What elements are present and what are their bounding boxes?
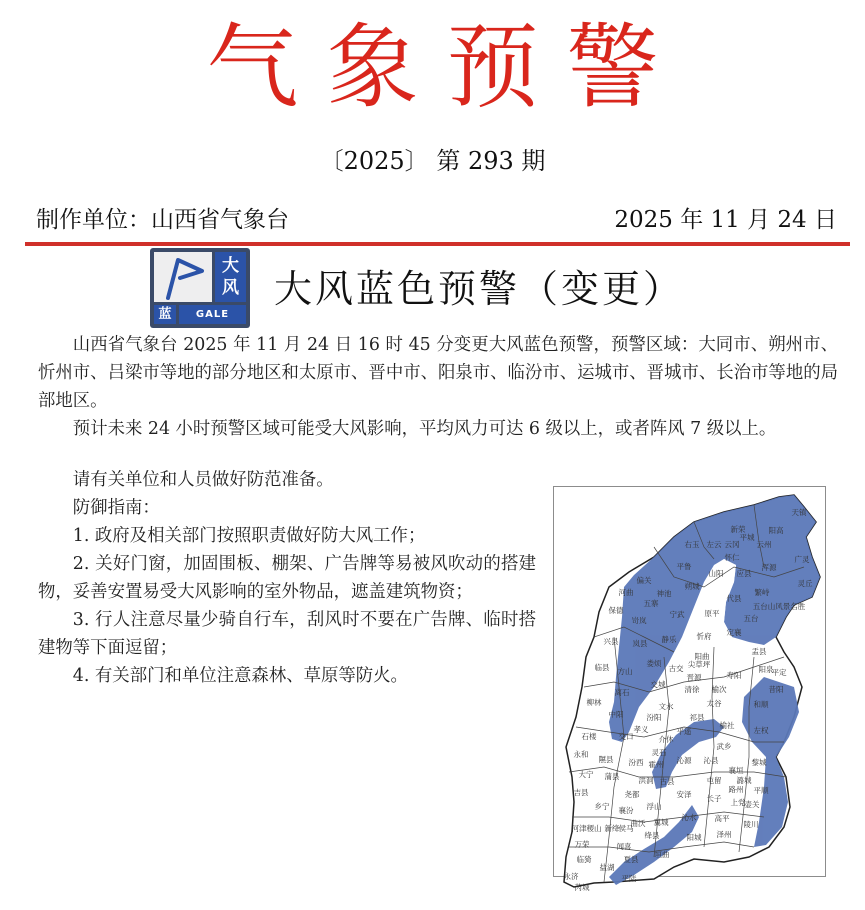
county-label: 浑源 <box>761 563 777 572</box>
county-label: 云州 <box>756 540 772 549</box>
county-label: 五寨 <box>643 599 659 608</box>
county-label: 吉县 <box>573 788 589 797</box>
masthead-title: 气象预警 <box>206 14 687 121</box>
defense-guide <box>38 466 536 690</box>
county-label: 忻府 <box>696 632 712 641</box>
county-label: 浮山 <box>646 802 662 811</box>
county-label: 闻喜 <box>616 842 632 851</box>
county-label: 壶关 <box>744 800 760 809</box>
county-label: 榆次 <box>711 685 727 694</box>
county-label: 左权 <box>753 726 769 735</box>
county-label: 永和 <box>573 750 589 759</box>
producer: 制作单位：山西省气象台 <box>36 206 289 233</box>
county-label: 昔阳 <box>768 685 784 694</box>
red-divider <box>25 242 850 246</box>
county-label: 汾西 <box>628 758 644 767</box>
county-label: 广灵 <box>794 555 810 564</box>
county-label: 上党 <box>730 798 746 807</box>
county-label: 长子 <box>706 794 722 803</box>
county-label: 沁水 <box>681 813 697 822</box>
county-label: 灵丘 <box>797 579 813 588</box>
county-label: 新绛 <box>604 824 620 833</box>
gale-blue-warning-badge <box>150 248 250 328</box>
prepare-notice: 请有关单位和人员做好防范准备。 <box>72 470 334 490</box>
county-label: 夏县 <box>623 855 639 864</box>
county-label: 介休 <box>658 735 674 744</box>
county-label: 临猗 <box>576 855 592 864</box>
county-label: 原平 <box>704 609 720 618</box>
county-label: 平鲁 <box>676 562 692 571</box>
county-label: 繁峙 <box>754 588 770 597</box>
county-label: 隰县 <box>598 755 614 764</box>
badge-type-cn: 大 风 <box>215 252 246 302</box>
county-label: 尖草坪 <box>687 660 711 669</box>
county-label: 襄汾 <box>618 806 634 815</box>
county-label: 平陆 <box>621 874 637 883</box>
county-label: 高平 <box>714 814 730 823</box>
issue-date: 2025 年 11 月 24 日 <box>614 206 837 233</box>
county-label: 洪洞 <box>638 776 654 785</box>
county-label: 芮城 <box>574 883 590 892</box>
county-label: 五台山风景名胜 <box>752 602 806 611</box>
county-label: 路州 <box>728 785 744 794</box>
county-label: 平顺 <box>753 786 769 795</box>
county-label: 孝义 <box>633 725 649 734</box>
county-label: 平遥 <box>676 727 692 736</box>
county-label: 泽州 <box>716 830 732 839</box>
county-label: 太谷 <box>706 699 722 708</box>
county-label: 平定 <box>771 668 787 677</box>
county-label: 平城 <box>739 533 755 542</box>
county-label: 阳高 <box>768 526 784 535</box>
county-label: 汾阳 <box>646 713 662 722</box>
county-label: 新荣 <box>730 525 746 534</box>
county-label: 怀仁 <box>724 553 740 562</box>
guide-item: 2. 关好门窗，加固围板、棚架、广告牌等易被风吹动的搭建物，妥善安置易受大风影响的室外物品，遮盖建筑物资； <box>38 554 536 602</box>
warning-area-map <box>553 486 826 892</box>
county-label: 垣曲 <box>654 850 670 859</box>
county-label: 永济 <box>563 872 579 881</box>
county-label: 沁源 <box>676 756 692 765</box>
county-label: 石楼 <box>581 732 597 741</box>
county-label: 代县 <box>726 594 742 603</box>
county-label: 潞城 <box>736 776 752 785</box>
county-label: 方山 <box>617 667 633 676</box>
county-label: 交口 <box>618 732 634 741</box>
county-label: 阳曲 <box>694 652 710 661</box>
county-label: 五台 <box>743 614 759 623</box>
county-label: 晋源 <box>686 673 702 682</box>
county-label: 定襄 <box>726 628 742 637</box>
county-label: 兴县 <box>603 637 619 646</box>
county-label: 静乐 <box>661 635 677 644</box>
county-label: 屯留 <box>706 776 722 785</box>
county-label: 阳泉 <box>758 665 774 674</box>
county-label: 盂县 <box>751 647 767 656</box>
county-label: 河津 <box>571 824 587 833</box>
county-label: 偏关 <box>636 576 652 585</box>
alert-paragraph-2: 预计未来 24 小时预警区域可能受大风影响，平均风力可达 6 级以上，或者阵风 7 级以上。 <box>72 419 777 439</box>
county-label: 应县 <box>736 569 752 578</box>
county-label: 朔城 <box>684 582 700 591</box>
county-label: 文水 <box>658 702 674 711</box>
alert-paragraph-1: 山西省气象台 2025 年 11 月 24 日 16 时 45 分变更大风蓝色预警，预警区域：大同市、朔州市、忻州市、吕梁市等地的部分地区和太原市、晋中市、阳泉市、临汾市、运城市、晋城市、长治市等地的局部地区。 <box>38 335 838 411</box>
county-label: 和顺 <box>753 700 769 709</box>
county-label: 山阳 <box>708 569 724 578</box>
badge-level-cn: 蓝 <box>154 305 176 324</box>
county-label: 盐湖 <box>599 863 615 872</box>
county-label: 陵川 <box>743 820 759 829</box>
county-label: 沁县 <box>703 756 719 765</box>
county-label: 古县 <box>659 777 675 786</box>
county-label: 祁县 <box>689 713 705 722</box>
county-label: 武乡 <box>716 742 732 751</box>
county-label: 离石 <box>614 688 630 697</box>
county-label: 霍州 <box>648 760 664 769</box>
county-label: 安泽 <box>676 790 692 799</box>
county-label: 蒲县 <box>604 772 620 781</box>
county-label: 尧都 <box>624 790 640 799</box>
wind-flag-icon <box>154 252 212 302</box>
county-label: 大宁 <box>578 770 594 779</box>
alert-title: 大风蓝色预警（变更） <box>274 267 685 311</box>
county-label: 左云 <box>706 540 722 549</box>
county-label: 绛县 <box>644 831 660 840</box>
county-label: 稷山 <box>586 824 602 833</box>
county-label: 中阳 <box>608 710 624 719</box>
guide-item: 3. 行人注意尽量少骑自行车，刮风时不要在广告牌、临时搭建物等下面逗留； <box>38 610 536 658</box>
county-label: 交城 <box>650 680 666 689</box>
county-label: 宁武 <box>669 610 685 619</box>
guide-item: 1. 政府及相关部门按照职责做好防大风工作； <box>72 526 426 546</box>
county-label: 河曲 <box>618 588 634 597</box>
county-label: 榆社 <box>719 721 735 730</box>
county-label: 襄垣 <box>728 766 744 775</box>
county-label: 柳林 <box>586 698 602 707</box>
shanxi-map <box>554 487 827 892</box>
county-label: 阳城 <box>686 833 702 842</box>
guide-item: 4. 有关部门和单位注意森林、草原等防火。 <box>72 666 408 686</box>
county-label: 右玉 <box>684 540 700 549</box>
guide-heading: 防御指南： <box>72 498 160 518</box>
county-label: 侯马 <box>618 824 634 833</box>
badge-type-en: GALE <box>179 305 246 324</box>
county-label: 岚县 <box>632 639 648 648</box>
county-label: 灵石 <box>651 748 667 757</box>
county-label: 天镇 <box>791 508 807 517</box>
meta-row <box>36 200 837 234</box>
county-label: 保德 <box>608 606 624 615</box>
county-label: 清徐 <box>684 685 700 694</box>
county-label: 乡宁 <box>594 802 610 811</box>
county-label: 曲沃 <box>630 819 646 828</box>
county-label: 万荣 <box>574 840 590 849</box>
county-label: 黎城 <box>751 758 767 767</box>
county-label: 古交 <box>668 664 684 673</box>
county-label: 云冈 <box>724 540 740 549</box>
county-label: 岢岚 <box>631 616 647 625</box>
county-label: 临县 <box>594 663 610 672</box>
county-label: 娄烦 <box>646 659 662 668</box>
issue-number: 〔2025〕 第 293 期 <box>319 147 546 175</box>
county-label: 神池 <box>656 589 672 598</box>
county-label: 翼城 <box>653 818 669 827</box>
county-label: 寿阳 <box>726 671 742 680</box>
